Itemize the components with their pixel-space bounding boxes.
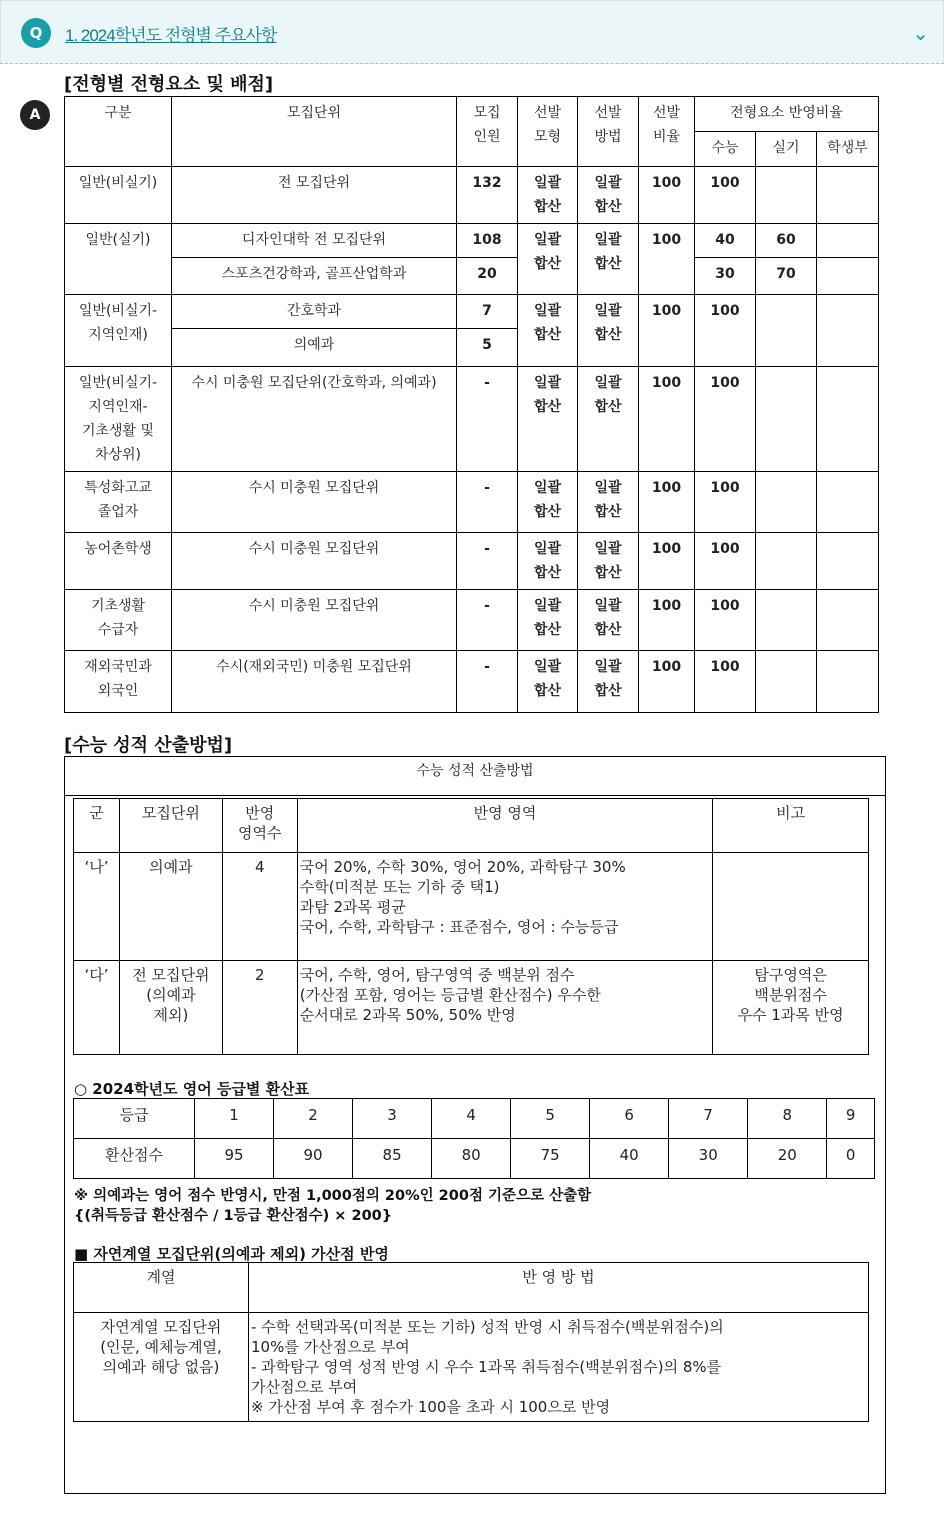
grade-cell: 5 <box>511 1099 590 1139</box>
category-cell: 특성화고교 졸업자 <box>65 472 172 533</box>
bonus-method-cell: - 수학 선택과목(미적분 또는 기하) 성적 반영 시 취득점수(백분위점수)의 10%를 가산점으로 부여 - 과학탐구 영역 성적 반영 시 우수 1과목 취득점수(백분위점수)의 8%를 가산점으로 부여 ※ 가산점 부여 후 점수가 100을 초과 시 100으로 반영 <box>249 1313 869 1422</box>
section2-title: [수능 성적 산출방법] <box>64 735 233 756</box>
grade-label: 등급 <box>74 1099 195 1139</box>
header-category: 구분 <box>65 97 172 167</box>
bonus-header-field: 계열 <box>74 1263 249 1313</box>
score-label: 환산점수 <box>74 1139 195 1179</box>
unit-cell: 수시 미충원 모집단위 <box>172 472 457 533</box>
hakseng-cell <box>817 367 879 472</box>
hakseng-cell <box>817 224 879 258</box>
suneung-cell: 100 <box>695 295 756 367</box>
header-ratio: 선발 비율 <box>639 97 695 167</box>
bonus-title: ■ 자연계열 모집단위(의예과 제외) 가산점 반영 <box>74 1245 389 1263</box>
section1-title: [전형별 전형요소 및 배점] <box>64 74 274 95</box>
group-cell: ‘나’ <box>74 853 120 961</box>
score-cell: 75 <box>511 1139 590 1179</box>
method-cell: 일괄 합산 <box>578 651 639 713</box>
score-cell: 85 <box>353 1139 432 1179</box>
table-row <box>74 853 869 961</box>
suneung-cell: 100 <box>695 651 756 713</box>
header-elements: 전형요소 반영비율 <box>695 97 879 132</box>
model-cell: 일괄 합산 <box>518 224 578 295</box>
note-formula: {(취득등급 환산점수 / 1등급 환산점수) × 200} <box>74 1208 393 1224</box>
grade-cell: 9 <box>827 1099 875 1139</box>
ratio-cell: 100 <box>639 295 695 367</box>
suneung-cell: 100 <box>695 472 756 533</box>
category-cell: 농어촌학생 <box>65 533 172 590</box>
bonus-table <box>73 1262 869 1422</box>
question-title-link[interactable]: 1. 2024학년도 전형별 주요사항 <box>65 26 277 45</box>
unit-cell: 수시 미충원 모집단위 <box>172 590 457 651</box>
question-header[interactable] <box>0 0 944 64</box>
table-row <box>65 167 879 224</box>
count-cell: 7 <box>457 295 518 329</box>
silgi-cell <box>756 651 817 713</box>
area-count-cell: 2 <box>222 961 297 1055</box>
unit-cell: 의예과 <box>119 853 222 961</box>
table-row <box>74 961 869 1055</box>
suneung-cell: 40 <box>695 224 756 258</box>
hakseng-cell <box>817 533 879 590</box>
category-cell: 일반(비실기) <box>65 167 172 224</box>
grade-cell: 3 <box>353 1099 432 1139</box>
unit-cell: 수시 미충원 모집단위(간호학과, 의예과) <box>172 367 457 472</box>
silgi-cell <box>756 472 817 533</box>
method-cell: 일괄 합산 <box>578 472 639 533</box>
count-cell: - <box>457 651 518 713</box>
model-cell: 일괄 합산 <box>518 167 578 224</box>
grade-cell: 4 <box>432 1099 511 1139</box>
silgi-cell <box>756 533 817 590</box>
header-unit: 모집단위 <box>172 97 457 167</box>
model-cell: 일괄 합산 <box>518 590 578 651</box>
hakseng-cell <box>817 295 879 367</box>
bonus-header-method: 반 영 방 법 <box>249 1263 869 1313</box>
ratio-cell: 100 <box>639 367 695 472</box>
model-cell: 일괄 합산 <box>518 533 578 590</box>
score-cell: 40 <box>590 1139 669 1179</box>
unit-cell: 의예과 <box>172 329 457 367</box>
box-title: 수능 성적 산출방법 <box>65 757 885 796</box>
areas-cell: 국어, 수학, 영어, 탐구영역 중 백분위 점수 (가산점 포함, 영어는 등급별 환산점수) 우수한 순서대로 2과목 50%, 50% 반영 <box>297 961 712 1055</box>
model-cell: 일괄 합산 <box>518 472 578 533</box>
header-3: 반영 영역 <box>297 799 712 853</box>
ratio-cell: 100 <box>639 651 695 713</box>
ratio-cell: 100 <box>639 533 695 590</box>
unit-cell: 디자인대학 전 모집단위 <box>172 224 457 258</box>
header-1: 모집단위 <box>119 799 222 853</box>
table-row <box>65 258 879 295</box>
count-cell: - <box>457 533 518 590</box>
silgi-cell <box>756 295 817 367</box>
silgi-cell <box>756 167 817 224</box>
header-4: 비고 <box>713 799 869 853</box>
score-cell: 95 <box>195 1139 274 1179</box>
ratio-cell: 100 <box>639 224 695 295</box>
method-cell: 일괄 합산 <box>578 590 639 651</box>
category-cell: 재외국민과 외국인 <box>65 651 172 713</box>
table-row <box>65 590 879 651</box>
silgi-cell <box>756 590 817 651</box>
score-cell: 30 <box>669 1139 748 1179</box>
english-conversion-table <box>73 1098 875 1179</box>
count-cell: - <box>457 590 518 651</box>
chevron-down-icon[interactable]: ⌄ <box>912 21 929 45</box>
grade-cell: 1 <box>195 1099 274 1139</box>
ratio-cell: 100 <box>639 472 695 533</box>
bonus-field-cell: 자연계열 모집단위 (인문, 예체능계열, 의예과 해당 없음) <box>74 1313 249 1422</box>
method-cell: 일괄 합산 <box>578 167 639 224</box>
count-cell: - <box>457 367 518 472</box>
score-cell: 80 <box>432 1139 511 1179</box>
grade-row <box>74 1099 875 1139</box>
header-silgi: 실기 <box>756 132 817 167</box>
silgi-cell <box>756 367 817 472</box>
model-cell: 일괄 합산 <box>518 367 578 472</box>
hakseng-cell <box>817 590 879 651</box>
area-count-cell: 4 <box>222 853 297 961</box>
count-cell: 108 <box>457 224 518 258</box>
header-suneung: 수능 <box>695 132 756 167</box>
grade-cell: 8 <box>748 1099 827 1139</box>
category-cell: 일반(비실기- 지역인재) <box>65 295 172 367</box>
ratio-cell: 100 <box>639 167 695 224</box>
grade-cell: 2 <box>274 1099 353 1139</box>
suneung-cell: 100 <box>695 590 756 651</box>
header-2: 반영 영역수 <box>222 799 297 853</box>
note-cell: 탐구영역은 백분위점수 우수 1과목 반영 <box>713 961 869 1055</box>
selection-elements-table <box>64 96 879 713</box>
suneung-cell: 100 <box>695 533 756 590</box>
a-badge: A <box>20 100 50 130</box>
unit-cell: 전 모집단위 <box>172 167 457 224</box>
suneung-method-table <box>73 798 869 1055</box>
grade-cell: 6 <box>590 1099 669 1139</box>
unit-cell: 수시(재외국민) 미충원 모집단위 <box>172 651 457 713</box>
header-0: 군 <box>74 799 120 853</box>
table-row <box>65 651 879 713</box>
method-cell: 일괄 합산 <box>578 533 639 590</box>
method-cell: 일괄 합산 <box>578 367 639 472</box>
table-row <box>65 367 879 472</box>
silgi-cell: 70 <box>756 258 817 295</box>
method-cell: 일괄 합산 <box>578 295 639 367</box>
suneung-cell: 100 <box>695 367 756 472</box>
suneung-cell: 30 <box>695 258 756 295</box>
ratio-cell: 100 <box>639 590 695 651</box>
q-badge: Q <box>21 18 51 48</box>
score-row <box>74 1139 875 1179</box>
score-cell: 90 <box>274 1139 353 1179</box>
table-row <box>65 224 879 258</box>
score-cell: 20 <box>748 1139 827 1179</box>
header-method: 선발 방법 <box>578 97 639 167</box>
unit-cell: 간호학과 <box>172 295 457 329</box>
category-cell: 일반(실기) <box>65 224 172 295</box>
count-cell: 132 <box>457 167 518 224</box>
group-cell: ‘다’ <box>74 961 120 1055</box>
english-table-title: ○ 2024학년도 영어 등급별 환산표 <box>74 1080 310 1098</box>
hakseng-cell <box>817 651 879 713</box>
table-row <box>65 295 879 329</box>
model-cell: 일괄 합산 <box>518 651 578 713</box>
model-cell: 일괄 합산 <box>518 295 578 367</box>
hakseng-cell <box>817 472 879 533</box>
category-cell: 일반(비실기- 지역인재- 기초생활 및 차상위) <box>65 367 172 472</box>
silgi-cell: 60 <box>756 224 817 258</box>
table-row <box>65 533 879 590</box>
areas-cell: 국어 20%, 수학 30%, 영어 20%, 과학탐구 30% 수학(미적분 또는 기하 중 택1) 과탐 2과목 평균 국어, 수학, 과학탐구 : 표준점수, 영어 : 수능등급 <box>297 853 712 961</box>
unit-cell: 수시 미충원 모집단위 <box>172 533 457 590</box>
unit-cell: 스포츠건강학과, 골프산업학과 <box>172 258 457 295</box>
score-cell: 0 <box>827 1139 875 1179</box>
header-model: 선발 모형 <box>518 97 578 167</box>
hakseng-cell <box>817 167 879 224</box>
hakseng-cell <box>817 258 879 295</box>
table-row <box>65 472 879 533</box>
category-cell: 기초생활 수급자 <box>65 590 172 651</box>
grade-cell: 7 <box>669 1099 748 1139</box>
header-hakseng: 학생부 <box>817 132 879 167</box>
note-medical-english: ※ 의예과는 영어 점수 반영시, 만점 1,000점의 20%인 200점 기준으로 산출함 <box>74 1188 592 1204</box>
count-cell: 5 <box>457 329 518 367</box>
unit-cell: 전 모집단위 (의예과 제외) <box>119 961 222 1055</box>
suneung-cell: 100 <box>695 167 756 224</box>
count-cell: - <box>457 472 518 533</box>
method-cell: 일괄 합산 <box>578 224 639 295</box>
count-cell: 20 <box>457 258 518 295</box>
note-cell <box>713 853 869 961</box>
header-count: 모집 인원 <box>457 97 518 167</box>
